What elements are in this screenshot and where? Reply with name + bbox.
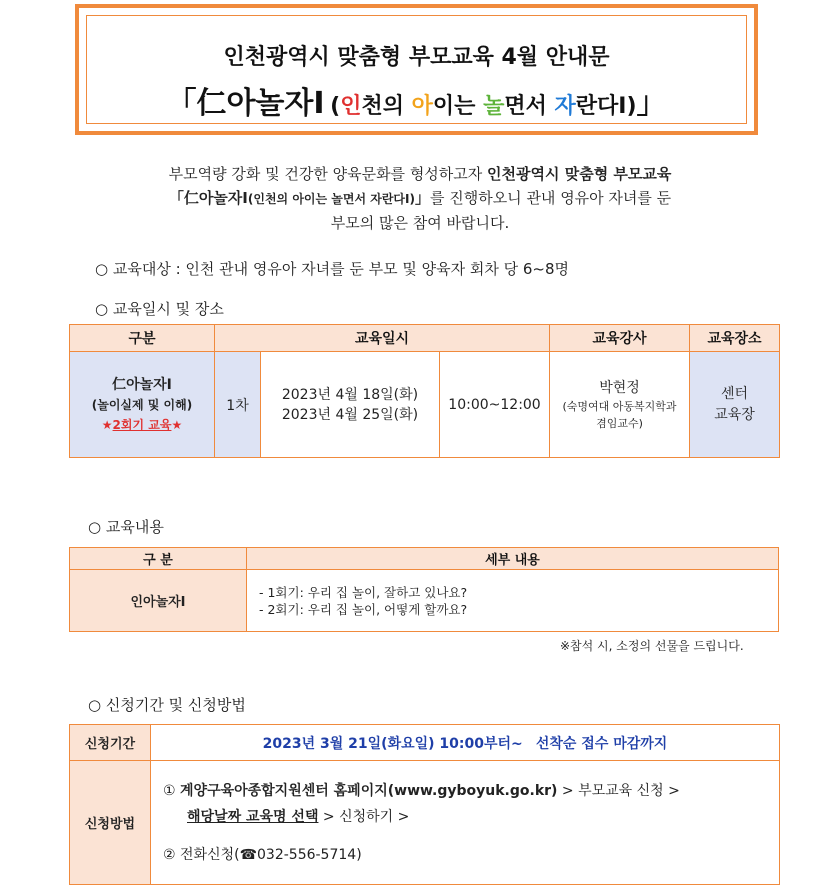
star-icon: ★ [101, 417, 113, 432]
title-word1-rest: 천의 [361, 94, 412, 119]
title-box [75, 4, 758, 135]
program-sessions-text: 2회기 교육 [112, 417, 172, 432]
method-cell [151, 761, 780, 885]
intro-text: 부모역량 강화 및 건강한 양육문화를 형성하고자 [168, 165, 488, 183]
title-program-name [87, 78, 746, 122]
instructor-name: 박현정 [599, 379, 640, 396]
intro-program-bold: 「仁아놀자Ⅰ [168, 189, 248, 207]
title-inner-border [86, 15, 747, 124]
period-tail: 선착순 접수 마감까지 [535, 735, 668, 752]
program-subtitle: (놀이실제 및 이해) [91, 397, 193, 412]
period-cell [151, 725, 780, 761]
method-2-number: ② [163, 846, 176, 863]
title-open-bracket: 「 [166, 86, 197, 121]
period-value: 2023년 3월 21일(화요일) 10:00부터~ [262, 735, 523, 752]
method-1-select-step: 해당날짜 교육명 선택 [187, 808, 319, 825]
period-label: 신청기간 [70, 725, 151, 761]
title-word2-color: 아 [411, 94, 433, 119]
schedule-bullet: ○ 교육일시 및 장소 [95, 300, 224, 318]
intro-line-3: 부모의 많은 참여 바랍니다. [330, 214, 510, 232]
content-bullet: ○ 교육내용 [88, 518, 164, 536]
instructor-affiliation-1: (숙명여대 아동복지학과 [562, 399, 677, 413]
method-1-rest: > 부모교육 신청 > [557, 782, 680, 799]
intro-text: 를 진행하오니 관내 영유아 자녀를 둔 [429, 189, 672, 207]
title-main: 仁아놀자Ⅰ [196, 86, 325, 121]
gift-note: ※참석 시, 소정의 선물을 드립니다. [560, 639, 744, 653]
intro-paragraph [60, 162, 780, 235]
method-1-number: ① [163, 782, 176, 799]
title-word2-rest: 이는 [432, 94, 484, 119]
intro-line-1 [60, 162, 780, 186]
target-bullet: ○ 교육대상 : 인천 관내 영유아 자녀를 둔 부모 및 양육자 회차 당 6~8명 [95, 260, 570, 278]
method-1 [163, 778, 779, 804]
content-detail-cell [247, 570, 779, 632]
method-1-rest-2: > 신청하기 > [318, 808, 410, 825]
title-heading: 인천광역시 맞춤형 부모교육 4월 안내문 [223, 45, 610, 70]
method-label: 신청방법 [70, 761, 151, 885]
date-1: 2023년 4월 18일(화) [281, 386, 419, 403]
star-icon: ★ [171, 417, 183, 432]
title-word3-rest: 면서 [504, 94, 555, 119]
title-paren: ( [330, 94, 341, 119]
place-line-1: 센터 [721, 385, 749, 402]
header-instructor: 교육강사 [550, 325, 690, 352]
schedule-table [69, 324, 780, 458]
instructor-cell [550, 352, 690, 458]
intro-line-2 [60, 186, 780, 211]
content-header-detail: 세부 내용 [247, 548, 779, 570]
title-close-bracket: 」 [636, 86, 667, 121]
method-2-phone: 전화신청(☎032-556-5714) [180, 846, 362, 863]
apply-bullet: ○ 신청기간 및 신청방법 [88, 696, 246, 714]
title-word3-color: 놀 [483, 94, 505, 119]
method-1-continued [163, 804, 779, 830]
round-cell: 1차 [215, 352, 261, 458]
program-cell [70, 352, 215, 458]
place-cell [690, 352, 780, 458]
header-place: 교육장소 [690, 325, 780, 352]
content-table [69, 547, 779, 632]
header-category: 구분 [70, 325, 215, 352]
intro-bold-text: 인천광역시 맞춤형 부모교육 [487, 165, 672, 183]
intro-program-small: (인천의 아이는 놀면서 자란다Ⅰ) [247, 192, 415, 206]
method-2 [163, 842, 779, 868]
content-row-label: 인아놀자Ⅰ [70, 570, 247, 632]
apply-table [69, 724, 780, 885]
content-item-1: - 1회기: 우리 집 놀이, 잘하고 있나요? [259, 584, 468, 600]
program-name: 仁아놀자Ⅰ [112, 376, 172, 393]
content-header-category: 구 분 [70, 548, 247, 570]
program-sessions [70, 415, 214, 435]
title-word4-rest: 란다Ⅰ) [575, 94, 637, 119]
dates-cell [261, 352, 440, 458]
place-line-2: 교육장 [714, 406, 755, 423]
title-word1-color: 인 [340, 94, 362, 119]
date-2: 2023년 4월 25일(화) [281, 406, 419, 423]
instructor-affiliation-2: 겸임교수) [596, 416, 643, 430]
intro-bracket-close: 」 [414, 189, 430, 207]
method-1-website: 계양구육아종합지원센터 홈페이지(www.gyboyuk.go.kr) [180, 782, 558, 799]
time-cell: 10:00~12:00 [440, 352, 550, 458]
header-datetime: 교육일시 [215, 325, 550, 352]
title-word4-color: 자 [554, 94, 576, 119]
content-item-2: - 2회기: 우리 집 놀이, 어떻게 할까요? [259, 601, 468, 617]
